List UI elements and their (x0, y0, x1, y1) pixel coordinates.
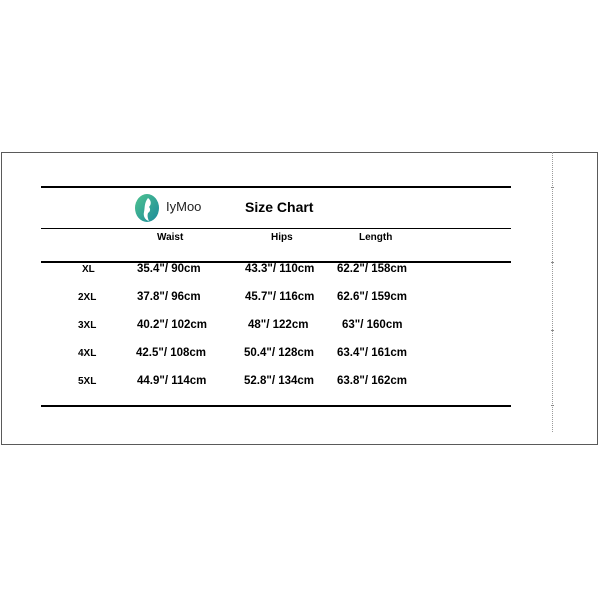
size-label: XL (82, 264, 95, 275)
edge-tick (551, 330, 554, 331)
hips-cell: 45.7"/ 116cm (245, 291, 315, 303)
waist-cell: 40.2"/ 102cm (137, 319, 208, 331)
waist-cell: 44.9"/ 114cm (137, 375, 207, 387)
waist-cell: 42.5"/ 108cm (136, 347, 207, 359)
column-header-hips: Hips (271, 232, 293, 243)
edge-tick (551, 405, 554, 406)
length-cell: 62.2"/ 158cm (337, 263, 408, 275)
size-label: 5XL (78, 376, 97, 387)
hips-cell: 52.8"/ 134cm (244, 375, 315, 387)
brand-name: IyMoo (166, 199, 202, 214)
hips-cell: 43.3"/ 110cm (245, 263, 315, 275)
table-bottom-rule (41, 405, 511, 407)
edge-tick (551, 262, 554, 263)
hips-cell: 50.4"/ 128cm (244, 347, 315, 359)
page-edge-divider (552, 152, 554, 432)
column-header-waist: Waist (157, 232, 184, 243)
brand-logo-icon (134, 193, 160, 223)
header-rule (41, 228, 511, 229)
waist-cell: 35.4"/ 90cm (137, 263, 201, 275)
hips-cell: 48"/ 122cm (248, 319, 309, 331)
length-cell: 63.8"/ 162cm (337, 375, 408, 387)
waist-cell: 37.8"/ 96cm (137, 291, 201, 303)
edge-tick (551, 187, 554, 188)
size-label: 2XL (78, 292, 97, 303)
length-cell: 62.6"/ 159cm (337, 291, 408, 303)
column-header-length: Length (359, 232, 393, 243)
size-label: 3XL (78, 320, 97, 331)
table-top-rule (41, 186, 511, 188)
length-cell: 63"/ 160cm (342, 319, 403, 331)
page-title: Size Chart (245, 199, 314, 215)
size-label: 4XL (78, 348, 97, 359)
length-cell: 63.4"/ 161cm (337, 347, 408, 359)
